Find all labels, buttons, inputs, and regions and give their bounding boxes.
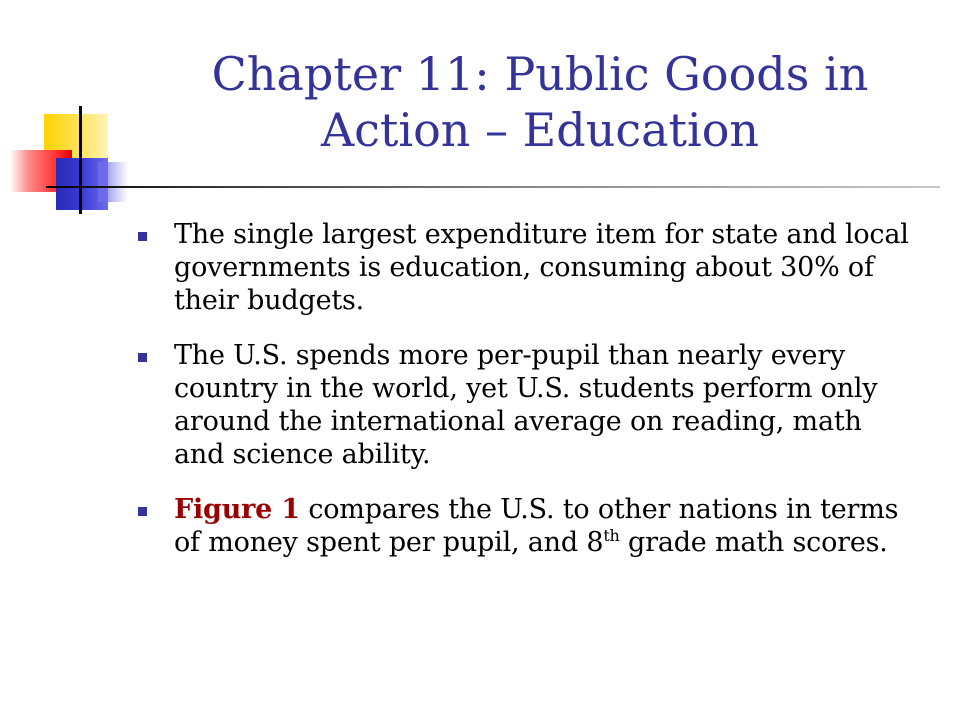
bullet-item [136, 493, 916, 559]
bullet-item [136, 339, 916, 471]
square-bullet-icon [138, 232, 147, 241]
blue-block-fade [98, 162, 128, 202]
square-bullet-icon [138, 507, 147, 516]
bullet-list [136, 218, 916, 581]
decorative-logo-icon [0, 0, 140, 230]
square-bullet-icon [138, 353, 147, 362]
bullet-text: compares the U.S. to other nations in terms of money spent per pupil, and 8 [174, 494, 899, 558]
bullet-item [136, 218, 916, 317]
slide-title [160, 46, 920, 158]
bullet-text-end: grade math scores. [619, 527, 888, 558]
title-line-1: Chapter 11: Public Goods in [211, 47, 869, 101]
title-line-2: Action – Education [320, 103, 760, 157]
vertical-rule [79, 106, 82, 214]
bullet-text: The single largest expenditure item for state and local governments is education, consuming about 30% of their budgets. [174, 219, 909, 316]
bullet-text: The U.S. spends more per-pupil than nearly every country in the world, yet U.S. students perform only around the international average on reading, math and science ability. [174, 340, 878, 470]
title-divider [46, 186, 940, 188]
ordinal-suffix: th [603, 526, 620, 545]
figure-reference: Figure 1 [174, 494, 300, 525]
